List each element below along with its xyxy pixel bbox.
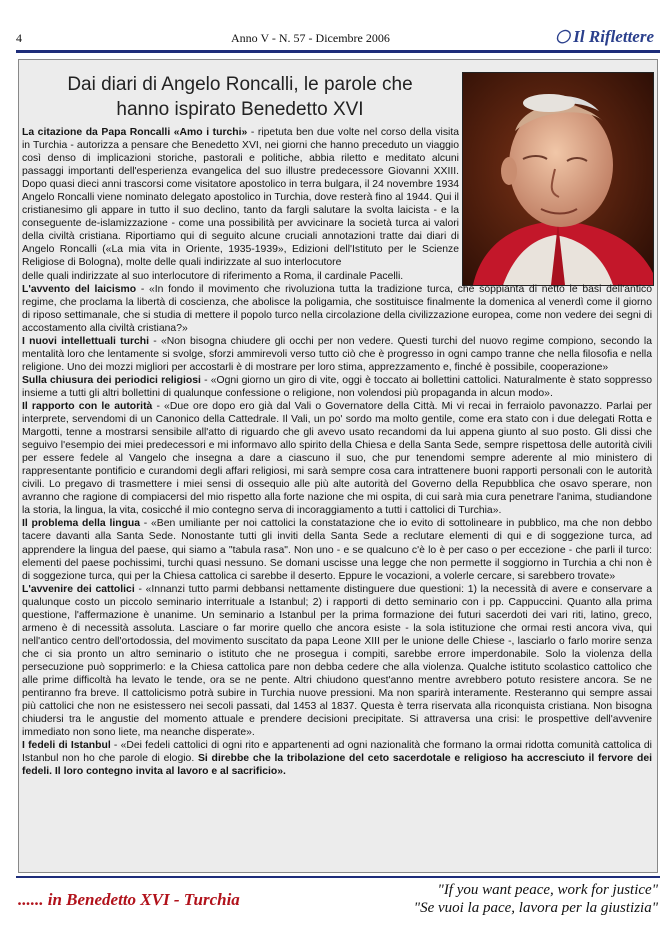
intro-lead: La citazione da Papa Roncalli «Amo i turchi» (22, 127, 248, 138)
section-text: - «Due ore dopo ero già dal Vali o Governatore della Città. Mi vi recai in ferraiolo pavonazzo. Parlai per interprete, servendomi di un Canonico della Cattedrale. Il Vali, un po' sordo ma molto gentile, come era stato con i due delegati Rotta e Margotti, tenne a mostrarsi sensibile all'atto di riguardo che gli avevo usato recandomi da lui appena giunto al suo posto. Gli dissi che seguivo l'esempio dei miei predecessori e mi informavo allo spirito della Chiesa e della Santa Sede, sempre rispettosa delle autorità civili per essere fedele al Vangelo che insegna a dare a ciascuno il suo, che pur tenendomi sempre aderente al mio ministero di rappresentante pontificio e curandomi degli affari religiosi, mi sarà sempre cosa cara intrattenere buoni rapporti personali con le autorità civili. Lo pregavo di trasmettere i miei sensi di ossequio alle più alte autorità del Governo della Repubblica che osavo sperare, non avranno che ragione di compiacersi del mio rispetto alla forte nazione che mi ospita, di cui sarà mia cura penetrare l'anima, studiandone la storia, la lingua, la vita, cosicché il mio contegno serva di incoraggiamento a tutti i cattolici di Turchia». (22, 400, 653, 517)
section-text: - «Innanzi tutto parmi debbansi nettamente distinguere due questioni: 1) la necessità di avere e conservare a qualunque costo un piccolo seminario interrituale a Istanbul; 2) i rapporti di detto seminario con i pp. Cappuccini. Quanto alla prima questione, l'affermazione è unanime. Un seminario a Istanbul per la prima formazione dei futuri sacerdoti dei vari riti, latino, greco, armeno è di necessità assoluta. Lasciare o far morire quello che ancora esiste - la sola istituzione che ormai resti ancora viva, qui nell'antico centro dell'ortodossia, del movimento suscitato da papa Leone XIII per le unione delle Chiese -, lasciarlo o farlo morire senza che ci sia pronto un altro seminario o istituto che ne prosegua i compiti, sarebbe errore imperdonabile. Solo la violenza della persecuzione può sopprimerlo: e la Chiesa cattolica pare non debba cedere che alla violenza. Qualche istituto scolastico cattolico che alle prime difficoltà ha levato le tende, ora se ne pente. Altri chiudono quest'anno mentre avrebbero potuto resistere ancora. Se ne pentiranno fra breve. Il cattolicismo potrà subire in Turchia nuove pressioni. Ma non sparirà interamente. Resteranno qui sempre assai più cattolici che non ne esistessero nei secoli passati, dal 1453 al 1837. Questa è terra riservata alla riconquista cristiana. Non bisogna chiudersi tra le angustie del momento attuale e prendere decisioni precipitate. Si attraversa una crisi: le prospettive dell'avvenire immediato non sono liete, ma neanche disperate». (22, 583, 653, 739)
article-title (22, 72, 458, 122)
intro-tail: delle quali indirizzate al suo interlocutore di riferimento a Roma, il cardinale Pacelli. (22, 270, 404, 282)
section-text: - «Ogni giorno un giro di vite, oggi è toccato ai bollettini cattolici. Naturalmente è stato soppresso insieme a tutti gli altri bollettini di qualunque confessione o religione, non volendosi più propaganda in alcun modo». (22, 374, 653, 399)
motto-italian: "Se vuoi la pace, lavora per la giustizia" (413, 900, 658, 916)
motto-english: "If you want peace, work for justice" (437, 882, 658, 898)
title-line-1: Dai diari di Angelo Roncalli, le parole che (67, 74, 413, 95)
section-heading: I nuovi intellettuali turchi (22, 335, 150, 347)
page-header (16, 27, 656, 49)
section-intellettuali (22, 335, 652, 374)
section-heading: L'avvenire dei cattolici (22, 583, 135, 595)
intro-paragraph (22, 126, 459, 270)
issue-line: Anno V - N. 57 - Dicembre 2006 (231, 31, 390, 45)
article-body (22, 126, 652, 778)
section-text: - «Ben umiliante per noi cattolici la constatazione che io evito di sottolineare in pubblico, ma che non debbo tacere davanti alla Santa Sede. Nonostante tutti gli inviti della Santa Sede a reclutare elementi di qui e di soggezione turca, ad apprendere la lingua del paese, qui siamo a "tabula rasa". Non uno - e se qualcuno c'è lo è per caso o per eccezione - che parli il turco: elementi del paese pochissimi, turchi quasi nessuno. Se domani uscisse una legge che non permette il soggiorno in Turchia a chi non è di soggezione turca, qui per la Chiesa cattolica ci sarebbe il deserto. Eppure le vocazioni, a volerle cercare, si sarebbero trovate» (22, 518, 652, 582)
intro-text: - ripetuta ben due volte nel corso della visita in Turchia - autorizza a pensare che Benedetto XVI, nei giorni che hanno preceduto un viaggio così denso di implicazioni storiche, pastorali e politiche, abbia riletto e meditato alcuni passaggi importanti dell'esperienza evangelica del suo illustre predecessore Giovanni XXIII. Dopo quasi dieci anni trascorsi come visitatore apostolico in terra bulgara, il 24 novembre 1934 Angelo Roncalli viene nominato delegato apostolico in Turchia, dove resterà fino al 1944. Qui il cristianesimo gli appare in tutto il suo declino, tanto da fargli salutare la svolta laicista - e la conseguente de-islamizzazione - come una possibilità per avvicinare la società turca ai valori della civiltà cristiana. Riportiamo qui di seguito alcune cruciali annotazioni tratte dai diari di Angelo Roncalli («La mia vita in Oriente, 1935-1939», Edizioni dell'Istituto per le Scienze Religiose di Bologna), molte delle quali indirizzate al suo interlocutore (22, 127, 459, 269)
logo-text: Il Riflettere (573, 27, 654, 46)
section-avvenire (22, 583, 652, 740)
section-heading: L'avvento del laicismo (22, 283, 137, 295)
section-bold-tail: Si direbbe che la tribolazione del ceto sacerdotale e religioso ha accresciuto il fervore dei fedeli. Il loro contegno invita al lavoro e al sacrificio». (22, 753, 652, 778)
newsletter-logo (556, 27, 654, 47)
header-divider (16, 50, 660, 53)
section-heading: Il problema della lingua (22, 518, 141, 530)
title-line-2: hanno ispirato Benedetto XVI (116, 99, 364, 120)
section-laicismo (22, 283, 652, 335)
footer-series-label: ...... in Benedetto XVI - Turchia (18, 890, 240, 909)
section-heading: Sulla chiusura dei periodici religiosi (22, 374, 201, 386)
section-heading: Il rapporto con le autorità (22, 400, 153, 412)
section-lingua (22, 517, 652, 582)
section-text: - «Non bisogna chiudere gli occhi per non vedere. Questi turchi del nuovo regime compiono, secondo la mentalità loro che lentamente si svolge, sforzi ammirevoli verso tutto ciò che è progresso in ogni campo tranne che nella filosofia e nella religione. Uno dei mozzi migliori per accostarli è di mostrare per loro stima, apprezzamento e, finché è possibile, cooperazione» (22, 335, 653, 373)
section-fedeli (22, 739, 652, 778)
section-text: - «Dei fedeli cattolici di ogni rito e appartenenti ad ogni nazionalità che formano la ormai ridotta comunità cattolica di Istanbul non ho che parole di elogio. (22, 740, 652, 765)
page-number: 4 (16, 31, 22, 45)
section-periodici (22, 374, 652, 400)
section-text: - «In fondo il movimento che rivoluziona tutta la tradizione turca, che soppianta di netto le basi dell'antico regime, che proclama la libertà di coscienza, che abolisce la poligamia, che sostituisce finalmente la domenica al venerdì come il giorno di riposo settimanale, che si studia di mettere il popolo turco nella circolazione della civilizzazione europea, come non vedere dei segni di accostamento alla civiltà cristiana?» (22, 283, 652, 334)
section-autorita (22, 400, 652, 517)
footer-divider (16, 876, 660, 878)
section-heading: I fedeli di Istanbul (22, 740, 111, 752)
footer-motto (414, 881, 658, 917)
logo-mark-icon: ◯ (555, 28, 571, 43)
